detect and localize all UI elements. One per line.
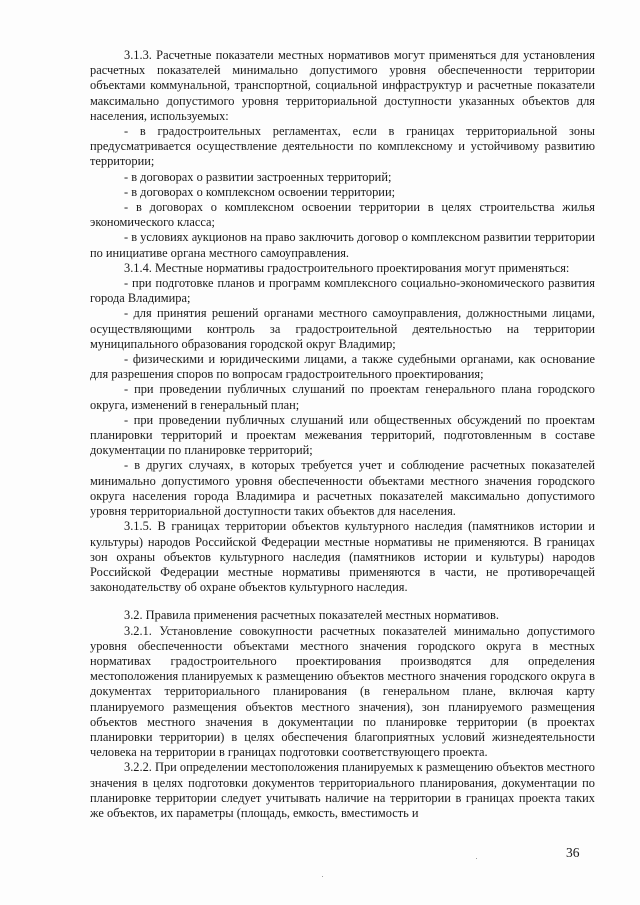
list-item-dispute-resolution: - физическими и юридическими лицами, а также судебными органами, как основание для разрешения споров по вопросам градостроительного проектирования; — [90, 352, 595, 382]
list-item-other-cases: - в других случаях, в которых требуется учет и соблюдение расчетных показателей минимально допустимого уровня обеспеченности объектами местного значения городского округа населения города Владимира и расчетных показателей максимально допустимого уровня территориальной доступности таких объектов для населения. — [90, 458, 595, 519]
paragraph-3-1-4: 3.1.4. Местные нормативы градостроительного проектирования могут применяться: — [124, 260, 570, 275]
paragraph-3-2-2: 3.2.2. При определении местоположения планируемых к размещению объектов местного значения в целях подготовки документов территориального планирования, документации по планировке территории следует учитывать наличие на территории в границах проекта таких же объектов, их параметры (площадь, емкость, вместимость и — [90, 760, 595, 820]
scan-speck — [322, 876, 323, 877]
list-item-complex-development-contracts: - в договорах о комплексном освоении территории; — [124, 184, 396, 199]
paragraph-3-1-5: 3.1.5. В границах территории объектов культурного наследия (памятников истории и культуры) народов Российской Федерации местные нормативы не применяются. В границах зон охраны объектов культурного наследия (памятников истории и культуры) народов Российской Федерации местные нормативы применяются в части, не противоречащей законодательству об охране объектов культурного наследия. — [90, 519, 595, 595]
document-body — [90, 48, 595, 821]
page-number: 36 — [566, 845, 580, 860]
section-heading-3-2: 3.2. Правила применения расчетных показателей местных нормативов. — [124, 608, 500, 623]
section-gap — [90, 595, 595, 608]
paragraph-3-2-1: 3.2.1. Установление совокупности расчетных показателей минимально допустимого уровня обеспеченности объектами местного значения городского округа в местных нормативах градостроительного проектирования производятся для определения местоположения планируемых к размещению объектов местного значения городского округа в документах территориального планирования (в генеральном плане, включая карту планируемого размещения объектов местного значения), зон планируемого размещения объектов местного значения в документации по планировке территории (в проектах планировки территории) в целях обеспечения благоприятных условий жизнедеятельности человека на территории в границах подготовки соответствующего проекта. — [90, 623, 595, 760]
list-item-auction-terms: - в условиях аукционов на право заключить договор о комплексном развитии территории по инициативе органа местного самоуправления. — [90, 230, 595, 260]
paragraph-3-1-3: 3.1.3. Расчетные показатели местных нормативов могут применяться для установления расчетных показателей минимально допустимого уровня обеспеченности территории объектами коммунальной, транспортной, социальной инфраструктур и расчетные показатели максимально допустимого уровня территориальной доступности указанных объектов для населения, используемых: — [90, 48, 595, 123]
list-item-planning-project-hearings: - при проведении публичных слушаний или общественных обсуждений по проектам планировки территорий и проектам межевания территорий, подготовленным в составе документации по планировке территорий; — [90, 412, 595, 458]
list-item-regulations: - в градостроительных регламентах, если в границах территориальной зоны предусматривается осуществление деятельности по комплексному и устойчивому развитию территории; — [90, 124, 595, 169]
list-item-local-government-decisions: - для принятия решений органами местного самоуправления, должностными лицами, осуществляющими контроль за градостроительной деятельностью на территории муниципального образования городской округ Владимир; — [90, 306, 595, 351]
scan-speck — [476, 858, 477, 859]
list-item-development-contracts: - в договорах о развитии застроенных территорий; — [124, 169, 392, 184]
list-item-master-plan-hearings: - при проведении публичных слушаний по проектам генерального плана городского округа, изменений в генеральный план; — [90, 382, 595, 412]
list-item-economy-housing-contracts: - в договорах о комплексном освоении территории в целях строительства жилья экономического класса; — [90, 200, 595, 230]
list-item-planning-programs: - при подготовке планов и программ комплексного социально-экономического развития города Владимира; — [90, 276, 595, 306]
